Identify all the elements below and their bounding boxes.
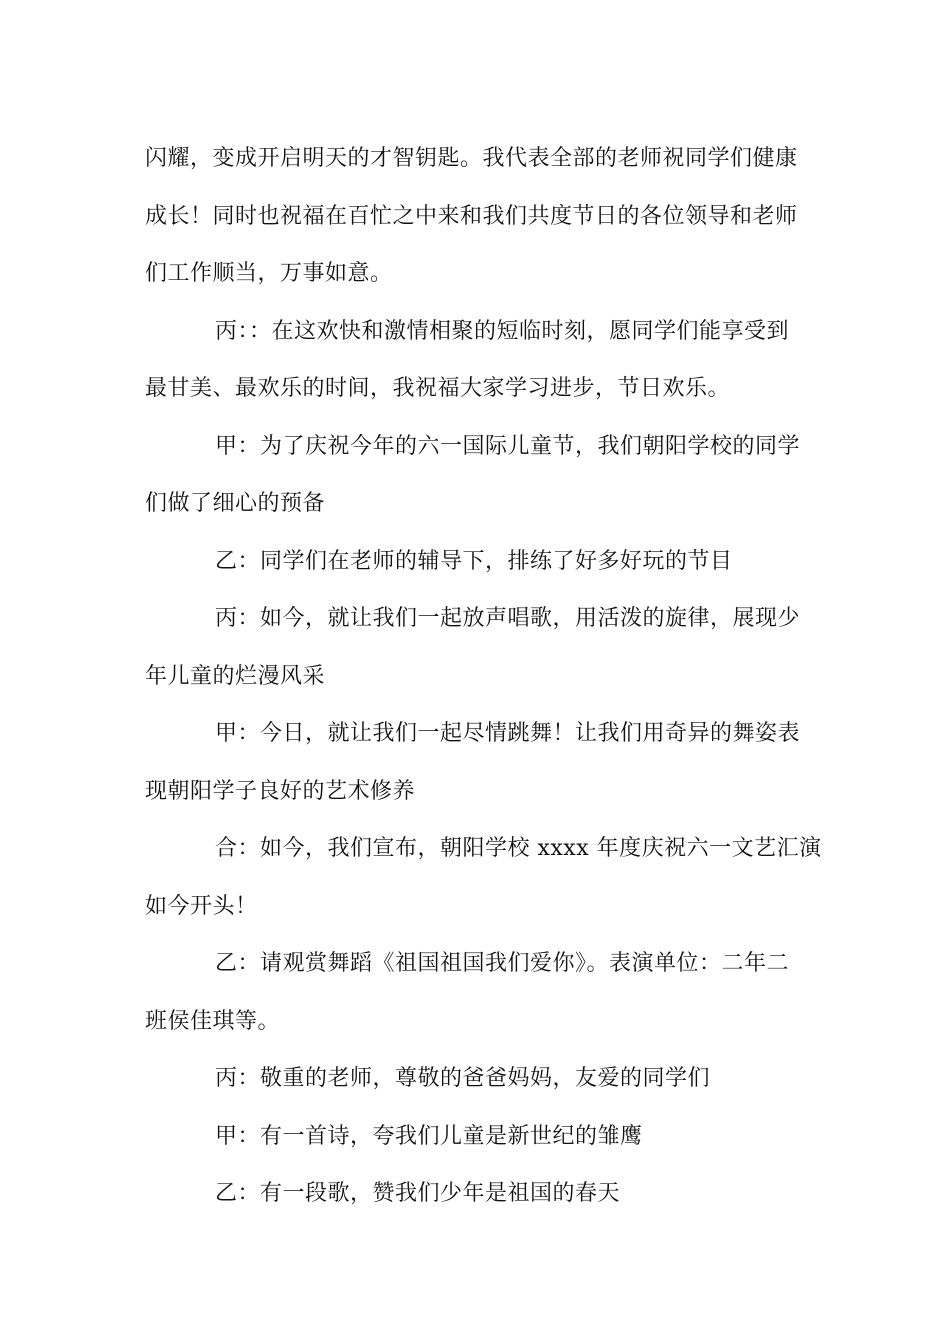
text-line: 丙：敬重的老师，尊敬的爸爸妈妈，友爱的同学们 — [215, 1066, 711, 1091]
text-line: 甲：有一首诗，夸我们儿童是新世纪的雏鹰 — [215, 1123, 643, 1149]
text-line: 成长！同时也祝福在百忙之中来和我们共度节日的各位领导和老师 — [145, 203, 798, 229]
text-line: 班侯佳琪等。 — [145, 1008, 281, 1034]
text-line: 乙：有一段歌，赞我们少年是祖国的春天 — [215, 1181, 621, 1206]
text-line: 闪耀，变成开启明天的才智钥匙。我代表全部的老师祝同学们健康 — [145, 146, 798, 171]
text-line: 现朝阳学子良好的艺术修养 — [145, 778, 416, 804]
text-line: 乙：同学们在老师的辅导下，排练了好多好玩的节目 — [215, 548, 733, 574]
text-line: 如今开头！ — [145, 893, 258, 919]
text-line: 们工作顺当，万事如意。 — [145, 261, 393, 286]
text-line: 甲：今日，就让我们一起尽情跳舞！让我们用奇异的舞姿表 — [215, 721, 801, 746]
text-line: 甲：为了庆祝今年的六一国际儿童节，我们朝阳学校的同学 — [215, 433, 801, 459]
document-body — [145, 130, 822, 1223]
text-line: 最甘美、最欢乐的时间，我祝福大家学习进步，节日欢乐。 — [145, 376, 731, 401]
text-line: 乙：请观赏舞蹈《祖国祖国我们爱你》。表演单位：二年二 — [215, 951, 790, 976]
text-line: 丙：：在这欢快和激情相聚的短临时刻，愿同学们能享受到 — [215, 318, 790, 344]
text-line: 丙：如今，就让我们一起放声唱歌，用活泼的旋律，展现少 — [215, 606, 801, 631]
text-line: 合：如今，我们宣布，朝阳学校 xxxx 年度庆祝六一文艺汇演 — [215, 836, 822, 861]
text-line: 们做了细心的预备 — [145, 491, 326, 516]
text-line: 年儿童的烂漫风采 — [145, 663, 326, 689]
